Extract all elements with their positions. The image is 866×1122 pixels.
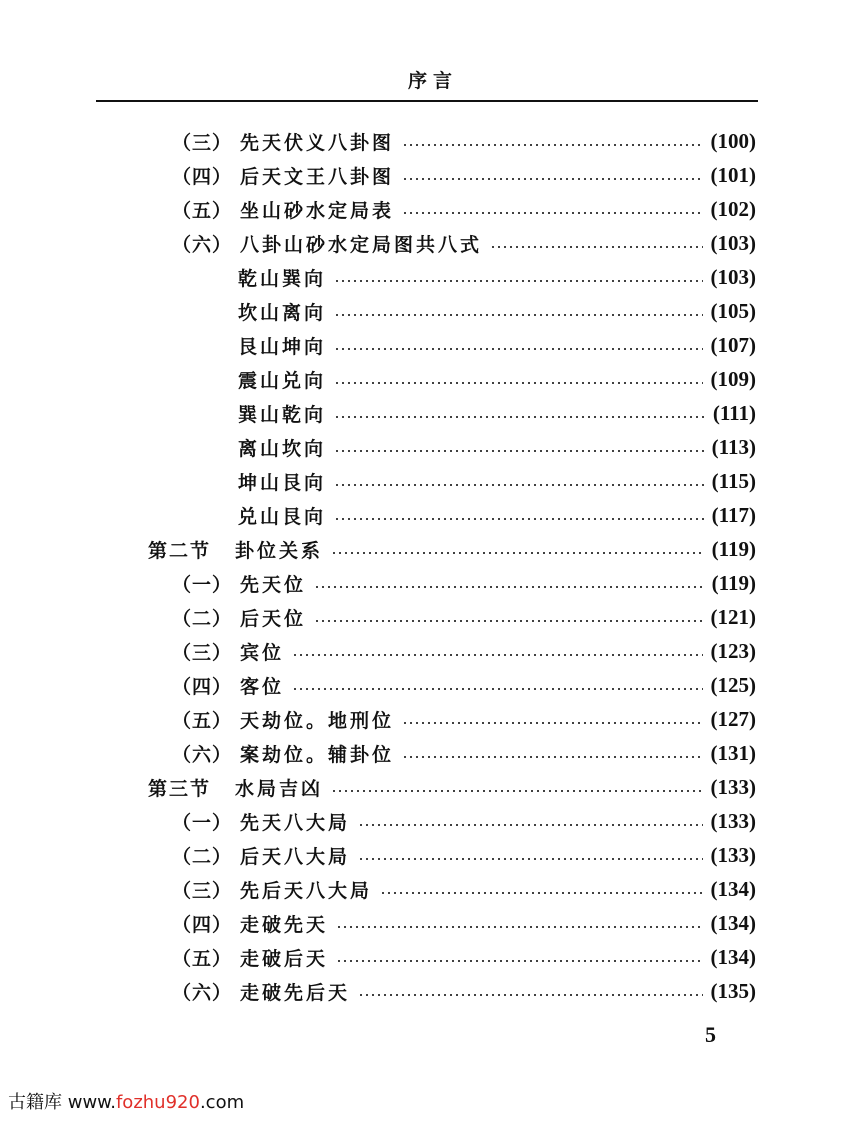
toc-entry-title: 巽山乾向 xyxy=(238,403,327,426)
toc-entry xyxy=(172,908,756,938)
dot-leader xyxy=(358,994,702,996)
toc-entry-title: 艮山坤向 xyxy=(238,335,327,358)
toc-entry-page: (131) xyxy=(710,740,756,765)
dot-leader xyxy=(402,178,702,180)
toc-section-number: 第三节 xyxy=(148,777,212,800)
toc-entry xyxy=(238,296,756,326)
toc-entry-number: （五） xyxy=(172,947,233,970)
toc-entry xyxy=(172,874,756,904)
toc-entry-number: （二） xyxy=(172,845,233,868)
toc-entry-number: （六） xyxy=(172,233,233,256)
toc-entry-number: （三） xyxy=(172,641,233,664)
toc-entry-page: (133) xyxy=(710,774,756,799)
dot-leader xyxy=(292,688,702,690)
dot-leader xyxy=(358,824,702,826)
toc-entry-page: (102) xyxy=(710,196,756,221)
running-head: 序言 xyxy=(407,70,458,92)
toc-entry-title: 坎山离向 xyxy=(238,301,327,324)
dot-leader xyxy=(402,144,702,146)
toc-entry-number: （三） xyxy=(172,131,233,154)
toc-entry-page: (100) xyxy=(710,128,756,153)
toc-entry-number: （四） xyxy=(172,165,233,188)
toc-entry-title: 后天八大局 xyxy=(240,845,351,868)
toc-entry xyxy=(148,772,756,802)
toc-entry-page: (103) xyxy=(710,230,756,255)
dot-leader xyxy=(334,280,702,282)
toc-entry-page: (133) xyxy=(710,808,756,833)
dot-leader xyxy=(334,416,705,418)
toc-entry-title: 坤山艮向 xyxy=(238,471,327,494)
toc-entry xyxy=(172,840,756,870)
toc-entry-number: （三） xyxy=(172,879,233,902)
dot-leader xyxy=(402,756,702,758)
toc-entry-title: 离山坎向 xyxy=(238,437,327,460)
toc-entry xyxy=(172,942,756,972)
toc-entry xyxy=(238,262,756,292)
toc-entry-number: （五） xyxy=(172,199,233,222)
toc-entry-page: (127) xyxy=(710,706,756,731)
dot-leader xyxy=(334,518,704,520)
dot-leader xyxy=(292,654,702,656)
dot-leader xyxy=(336,960,702,962)
dot-leader xyxy=(380,892,702,894)
toc-entry-page: (117) xyxy=(711,502,756,527)
toc-entry xyxy=(238,466,756,496)
toc-entry-number: （六） xyxy=(172,981,233,1004)
page-number: 5 xyxy=(705,1022,716,1047)
toc-entry xyxy=(172,160,756,190)
toc-entry xyxy=(172,602,756,632)
dot-leader xyxy=(314,620,702,622)
toc-entry-title: 宾位 xyxy=(240,641,285,664)
toc-entry-page: (111) xyxy=(712,400,756,425)
toc-entry-title: 震山兑向 xyxy=(238,369,327,392)
toc-entry-title: 卦位关系 xyxy=(235,539,324,562)
toc-entry-number: （五） xyxy=(172,709,233,732)
toc-entry-page: (119) xyxy=(711,570,756,595)
toc-entry-title: 坐山砂水定局表 xyxy=(240,199,395,222)
toc-entry-title: 案劫位。辅卦位 xyxy=(240,743,395,766)
toc-entry xyxy=(172,194,756,224)
toc-section-number: 第二节 xyxy=(148,539,212,562)
toc-entry xyxy=(238,432,756,462)
toc-entry-title: 客位 xyxy=(240,675,285,698)
dot-leader xyxy=(334,314,702,316)
watermark-accent: fozhu920 xyxy=(115,1092,200,1113)
toc-entry-number: （一） xyxy=(172,811,233,834)
dot-leader xyxy=(331,552,704,554)
toc-entry xyxy=(148,534,756,564)
dot-leader xyxy=(334,382,702,384)
toc-entry-number: （四） xyxy=(172,675,233,698)
toc-entry-title: 天劫位。地刑位 xyxy=(240,709,395,732)
dot-leader xyxy=(314,586,704,588)
toc-entry xyxy=(172,976,756,1006)
toc-entry xyxy=(172,126,756,156)
dot-leader xyxy=(336,926,702,928)
watermark-prefix: 古籍库 www. xyxy=(8,1092,116,1113)
toc-entry xyxy=(172,636,756,666)
toc-entry-number: （四） xyxy=(172,913,233,936)
toc-entry-title: 八卦山砂水定局图共八式 xyxy=(240,233,483,256)
toc-entry-title: 先天位 xyxy=(240,573,307,596)
toc-entry-page: (134) xyxy=(710,910,756,935)
toc-entry xyxy=(172,670,756,700)
header-rule xyxy=(96,100,758,102)
dot-leader xyxy=(402,722,702,724)
watermark xyxy=(8,1088,244,1114)
toc-entry xyxy=(172,704,756,734)
toc-entry xyxy=(172,738,756,768)
toc-entry-page: (123) xyxy=(710,638,756,663)
watermark-suffix: .com xyxy=(199,1092,245,1113)
toc-entry-page: (121) xyxy=(710,604,756,629)
toc-entry-page: (134) xyxy=(710,876,756,901)
toc-entry xyxy=(172,806,756,836)
toc-entry-title: 后天文王八卦图 xyxy=(240,165,395,188)
dot-leader xyxy=(334,450,704,452)
dot-leader xyxy=(402,212,702,214)
toc-entry-number: （一） xyxy=(172,573,233,596)
toc-entry-page: (115) xyxy=(711,468,756,493)
toc-entry-title: 后天位 xyxy=(240,607,307,630)
toc-entry-title: 水局吉凶 xyxy=(235,777,324,800)
toc-entry-page: (134) xyxy=(710,944,756,969)
toc-entry-title: 先后天八大局 xyxy=(240,879,373,902)
toc-entry-page: (133) xyxy=(710,842,756,867)
dot-leader xyxy=(358,858,702,860)
toc-entry xyxy=(238,330,756,360)
toc-entry-page: (113) xyxy=(711,434,756,459)
toc-entry-title: 乾山巽向 xyxy=(238,267,327,290)
toc-entry-page: (103) xyxy=(710,264,756,289)
toc-entry-title: 兑山艮向 xyxy=(238,505,327,528)
dot-leader xyxy=(331,790,702,792)
toc-entry xyxy=(238,364,756,394)
toc-entry-page: (135) xyxy=(710,978,756,1003)
toc-entry-page: (119) xyxy=(711,536,756,561)
toc-entry xyxy=(238,500,756,530)
toc-entry-title: 先天八大局 xyxy=(240,811,351,834)
dot-leader xyxy=(334,484,704,486)
toc-entry-title: 走破先天 xyxy=(240,913,329,936)
toc-entry-title: 先天伏义八卦图 xyxy=(240,131,395,154)
toc-entry-page: (109) xyxy=(710,366,756,391)
toc-entry xyxy=(172,228,756,258)
toc-entry-number: （二） xyxy=(172,607,233,630)
toc-entry-page: (107) xyxy=(710,332,756,357)
toc-entry-title: 走破后天 xyxy=(240,947,329,970)
toc-entry-number: （六） xyxy=(172,743,233,766)
toc-entry-title: 走破先后天 xyxy=(240,981,351,1004)
toc-entry-page: (125) xyxy=(710,672,756,697)
toc-entry xyxy=(172,568,756,598)
dot-leader xyxy=(334,348,702,350)
toc-entry-page: (101) xyxy=(710,162,756,187)
toc-entry-page: (105) xyxy=(710,298,756,323)
dot-leader xyxy=(490,246,702,248)
toc-entry xyxy=(238,398,756,428)
